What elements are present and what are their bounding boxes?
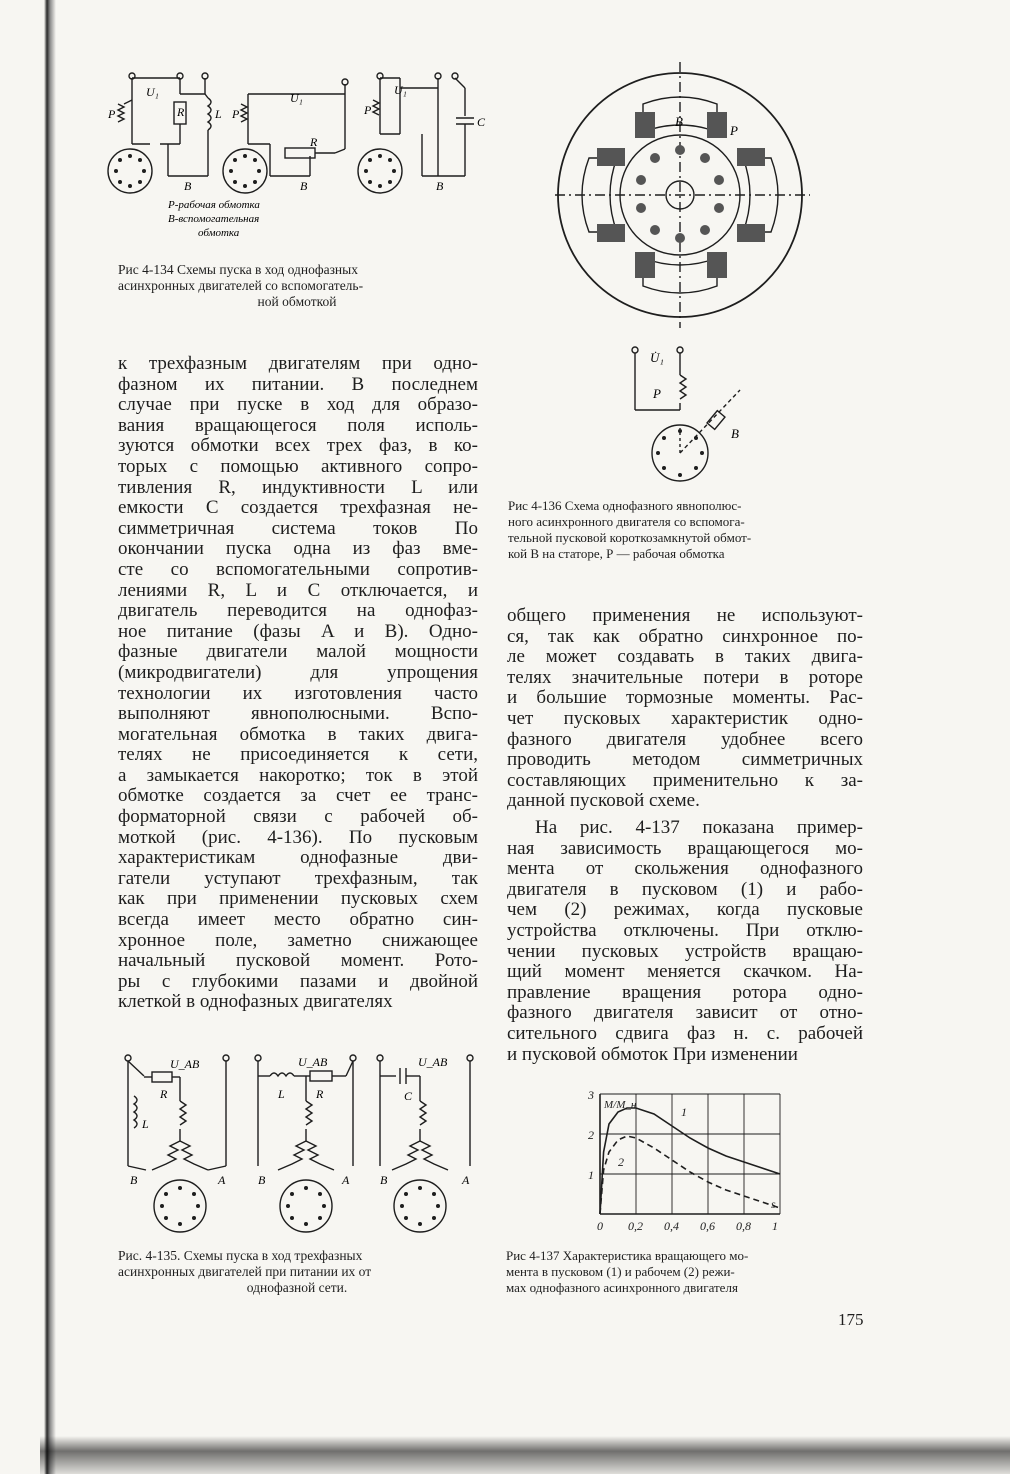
text-line: (микродвигатели) для упрощения [118, 661, 478, 683]
text-line: ры с глубокими пазами и двойной [118, 970, 478, 992]
fig134-legend-line-1: Р-рабочая обмотка [168, 199, 260, 211]
text-line: фазного двигателя удобнее всего [507, 728, 863, 750]
text-line: могательная обмотка в таких двига- [118, 723, 478, 745]
fig134-b-label-1: B [184, 179, 192, 193]
series-line-1 [600, 1108, 780, 1214]
fig134-u1-label-2: U₁ [290, 91, 303, 105]
fig134-u1-label-3: U₁ [394, 83, 407, 97]
text-line: чении пусковых устройств вращаю- [507, 940, 863, 962]
fig135-r-label-2: R [316, 1087, 324, 1101]
text-line: лениями R, L и C отключается, и [118, 579, 478, 601]
x-tick-label: 0,2 [628, 1219, 643, 1233]
caption-line: мента в пусковом (1) и рабочем (2) режи- [506, 1264, 735, 1279]
fig135-r-label-1: R [160, 1087, 168, 1101]
series-label-2: 2 [618, 1155, 624, 1169]
y-tick-label: 2 [588, 1128, 594, 1142]
text-line: моткой (рис. 4-136). По пусковым [118, 826, 478, 848]
y-axis-label: M/M_н [604, 1099, 637, 1111]
text-line: форматорной связи с рабочей об- [118, 806, 478, 828]
figure-4-134-caption [118, 262, 476, 310]
fig134-legend-line-2: В-вспомогательная [168, 213, 260, 225]
fig135-uab-label-2: U_AB [298, 1055, 328, 1069]
text-line: зуются обмотки всех трех фаз, в ко- [118, 435, 478, 457]
figure-4-137-chart [570, 1080, 800, 1240]
text-line: как при применении пусковых схем [118, 888, 478, 910]
fig135-l-label-2: L [278, 1087, 285, 1101]
caption-line: Рис 4-136 Схема однофазного явнополюс- [508, 498, 742, 513]
fig135-b-label-2: B [258, 1173, 266, 1187]
text-line: и пусковой обмоток При изменении [507, 1043, 798, 1065]
text-line: ле может создавать в таких двига- [507, 646, 863, 668]
text-line: окончании пуска одна из фаз вме- [118, 538, 478, 560]
text-line: проводить методом симметричных [507, 749, 863, 771]
caption-line: мах однофазного асинхронного двигателя [506, 1280, 738, 1295]
text-line: ная зависимость вращающегося мо- [507, 837, 863, 859]
series-label-1: 1 [681, 1105, 687, 1119]
text-line: сительного сдвига фаз н. с. рабочей [507, 1022, 863, 1044]
x-tick-label: 0,4 [664, 1219, 679, 1233]
caption-line: Рис 4-137 Характеристика вращающего мо- [506, 1248, 749, 1263]
left-text-column [118, 354, 478, 1013]
fig134-p-label-2: P [232, 107, 240, 121]
text-line: и большие тормозные моменты. Рас- [507, 687, 863, 709]
fig134-p-label-3: P [364, 103, 372, 117]
fig136-b-label-stator: B [675, 114, 683, 129]
text-line: клеткой в однофазных двигателях [118, 991, 393, 1013]
right-text-paragraph-2 [507, 818, 863, 1065]
text-line: а замыкается накоротко; ток в этой [118, 764, 478, 786]
text-line: случае при пуске в ход для образо- [118, 394, 478, 416]
text-line: чет пусковых характеристик одно- [507, 707, 863, 729]
y-tick-label: 3 [588, 1088, 594, 1102]
text-line: щий момент меняется скачком. На- [507, 961, 863, 983]
caption-line: Рис. 4-135. Схемы пуска в ход трехфазных [118, 1248, 363, 1263]
caption-line: ной обмоткой [257, 294, 337, 309]
page-number: 175 [838, 1310, 864, 1329]
caption-line: однофазной сети. [246, 1280, 348, 1295]
fig135-a-label-1: A [218, 1173, 226, 1187]
fig136-u1-label: U̇₁ [650, 350, 664, 365]
y-tick-label: 1 [588, 1168, 594, 1182]
text-line: фазные двигатели малой мощности [118, 641, 478, 663]
text-line: чем (2) режимах, когда пусковые [507, 899, 863, 921]
caption-line: кой В на статоре, Р — рабочая обмотка [508, 546, 725, 561]
text-line: мента от скольжения однофазного [507, 858, 863, 880]
caption-line: ного асинхронного двигателя со вспомога- [508, 514, 745, 529]
text-line: устройства отключены. При отклю- [507, 919, 863, 941]
x-tick-label: 1 [772, 1219, 778, 1233]
text-line: тивления R, индуктивности L или [118, 476, 478, 498]
x-axis-label: s [771, 1197, 776, 1211]
x-tick-label: 0 [597, 1219, 603, 1233]
text-line: вания вращающегося поля исполь- [118, 414, 478, 436]
fig134-u1-label-1: U₁ [146, 85, 159, 99]
text-line: всегда имеет место обратно син- [118, 909, 478, 931]
text-line: к трехфазным двигателям при одно- [118, 353, 478, 374]
fig134-l-label: L [215, 107, 222, 121]
text-line: гатели уступают трехфазным, так [118, 867, 478, 889]
fig134-r-label-1: R [177, 105, 185, 119]
figure-4-134-diagram [100, 64, 490, 248]
figure-4-135-diagram [108, 1046, 488, 1238]
text-line: двигатель переводится на однофаз- [118, 600, 478, 622]
x-tick-label: 0,8 [736, 1219, 751, 1233]
fig135-a-label-3: A [462, 1173, 470, 1187]
text-line: На рис. 4-137 показана пример- [535, 817, 863, 838]
caption-line: тельной пусковой короткозамкнутой обмот- [508, 530, 752, 545]
text-line: телях не присоединяется к сети, [118, 744, 478, 766]
fig134-p-label-1: P [108, 107, 116, 121]
fig134-b-label-2: B [300, 179, 308, 193]
fig134-legend-line-3: обмотка [198, 227, 240, 239]
right-text-paragraph-1 [507, 606, 863, 812]
fig135-uab-label-3: U_AB [418, 1055, 448, 1069]
caption-line: асинхронных двигателей со вспомогатель- [118, 278, 364, 293]
series-line-2 [600, 1136, 780, 1214]
fig135-b-label-1: B [130, 1173, 138, 1187]
text-line: начальный пусковой момент. Рото- [118, 950, 478, 972]
text-line: телях значительные потери в роторе [507, 666, 863, 688]
text-line: характеристикам однофазные дви- [118, 847, 478, 869]
text-line: общего применения не используют- [507, 605, 863, 626]
fig134-b-label-3: B [436, 179, 444, 193]
text-line: обмотке создается за счет ее транс- [118, 785, 478, 807]
fig135-c-label: C [404, 1089, 413, 1103]
caption-line: Рис 4-134 Схемы пуска в ход однофазных [118, 262, 358, 277]
text-line: технологии их изготовления часто [118, 682, 478, 704]
text-line: фазном их питании. В последнем [118, 373, 478, 395]
fig136-p-label-stator: P [730, 123, 738, 138]
text-line: выполняют явнополюсными. Вспо- [118, 703, 478, 725]
text-line: ное питание (фазы A и B). Одно- [118, 620, 478, 642]
chart-grid [600, 1094, 780, 1214]
fig134-c-label: C [477, 115, 486, 129]
text-line: емкости C создается трехфазная не- [118, 497, 478, 519]
fig135-b-label-3: B [380, 1173, 388, 1187]
book-binding-shadow [0, 0, 56, 1474]
figure-4-135-caption [118, 1248, 476, 1296]
text-line: двигателя в пусковом (1) и рабо- [507, 878, 863, 900]
page-bottom-shadow [40, 1436, 1010, 1474]
fig134-r-label-2: R [310, 135, 318, 149]
text-line: хронное поле, заметно снижающее [118, 929, 478, 951]
figure-4-137-caption [506, 1248, 864, 1296]
text-line: торых с помощью активного сопро- [118, 455, 478, 477]
text-line: фазного двигателя зависит от отно- [507, 1002, 863, 1024]
text-line: сте со вспомогательными сопротив- [118, 558, 478, 580]
text-line: данной пусковой схеме. [507, 790, 700, 812]
figure-4-136-caption [508, 498, 864, 562]
chart-series [600, 1105, 780, 1214]
x-tick-label: 0,6 [700, 1219, 715, 1233]
fig136-b-label: B [731, 426, 739, 441]
text-line: симметричная система токов По [118, 517, 478, 539]
fig135-a-label-2: A [342, 1173, 350, 1187]
fig136-p-label: P [653, 386, 661, 401]
text-line: ся, так как обратно синхронное по- [507, 625, 863, 647]
caption-line: асинхронных двигателей при питании их от [118, 1264, 372, 1279]
figure-4-136-diagram [555, 60, 815, 490]
text-line: правление вращения ротора одно- [507, 981, 863, 1003]
fig135-uab-label-1: U_AB [170, 1057, 200, 1071]
text-line: составляющих применительно к за- [507, 769, 863, 791]
fig135-l-label-1: L [142, 1117, 149, 1131]
